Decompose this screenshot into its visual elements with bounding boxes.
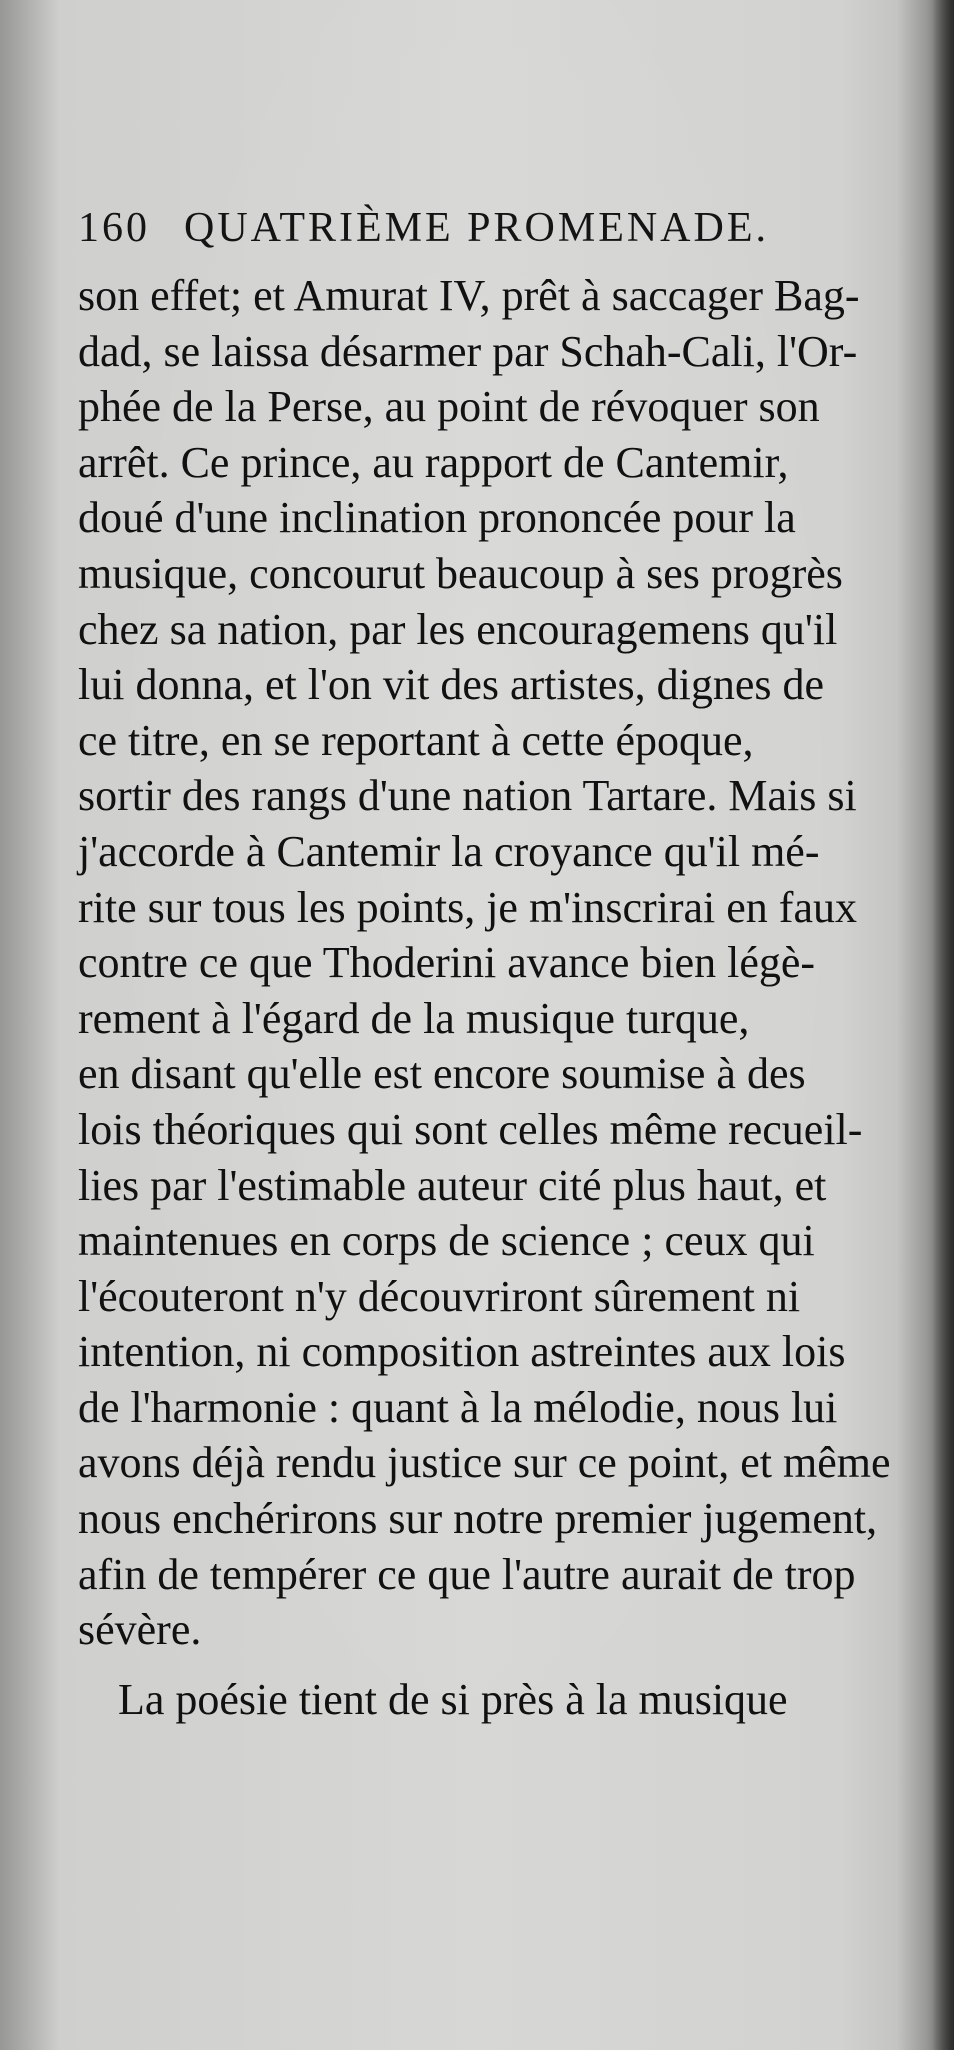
text-line: rite sur tous les points, je m'inscrirai en faux [78, 882, 857, 932]
text-line: rement à l'égard de la musique turque, [78, 993, 750, 1043]
text-line: afin de tempérer ce que l'autre aurait de trop [78, 1549, 856, 1599]
paragraph-start-line: La poésie tient de si près à la musique [118, 1674, 788, 1724]
gutter-shadow [0, 0, 60, 2050]
text-line: maintenues en corps de science ; ceux qui [78, 1216, 815, 1266]
running-title: QUATRIÈME PROMENADE. [184, 205, 769, 251]
text-line: son effet; et Amurat IV, prêt à saccager Bag- [78, 271, 860, 320]
text-line: contre ce que Thoderini avance bien légè- [78, 938, 816, 988]
text-line: lies par l'estimable auteur cité plus haut, et [78, 1160, 827, 1210]
text-line: de l'harmonie : quant à la mélodie, nous lui [78, 1382, 838, 1432]
text-line: en disant qu'elle est encore soumise à des [78, 1049, 806, 1099]
text-line: avons déjà rendu justice sur ce point, et même [78, 1438, 891, 1488]
text-line: dad, se laissa désarmer par Schah-Cali, l'Or- [78, 326, 858, 376]
text-line: lui donna, et l'on vit des artistes, dignes de [78, 660, 825, 710]
text-line: intention, ni composition astreintes aux lois [78, 1327, 846, 1377]
text-line: musique, concourut beaucoup à ses progrès [78, 548, 843, 598]
running-head [78, 196, 878, 260]
text-line: sévère. [78, 1605, 202, 1655]
text-line: phée de la Perse, au point de révoquer son [78, 382, 820, 432]
text-line: j'accorde à Cantemir la croyance qu'il mé- [78, 826, 820, 876]
text-line: sortir des rangs d'une nation Tartare. Mais si [78, 771, 857, 821]
text-line: arrêt. Ce prince, au rapport de Cantemir, [78, 437, 789, 487]
text-line: nous enchérirons sur notre premier jugement, [78, 1494, 878, 1544]
text-line: lois théoriques qui sont celles même recueil- [78, 1104, 863, 1154]
page-number: 160 [78, 205, 150, 251]
text-line: chez sa nation, par les encouragemens qu'il [78, 604, 838, 654]
text-line: ce titre, en se reportant à cette époque, [78, 715, 754, 765]
text-line: doué d'une inclination prononcée pour la [78, 493, 796, 543]
text-line: l'écouteront n'y découvriront sûrement ni [78, 1271, 801, 1321]
body-text [78, 268, 948, 1727]
